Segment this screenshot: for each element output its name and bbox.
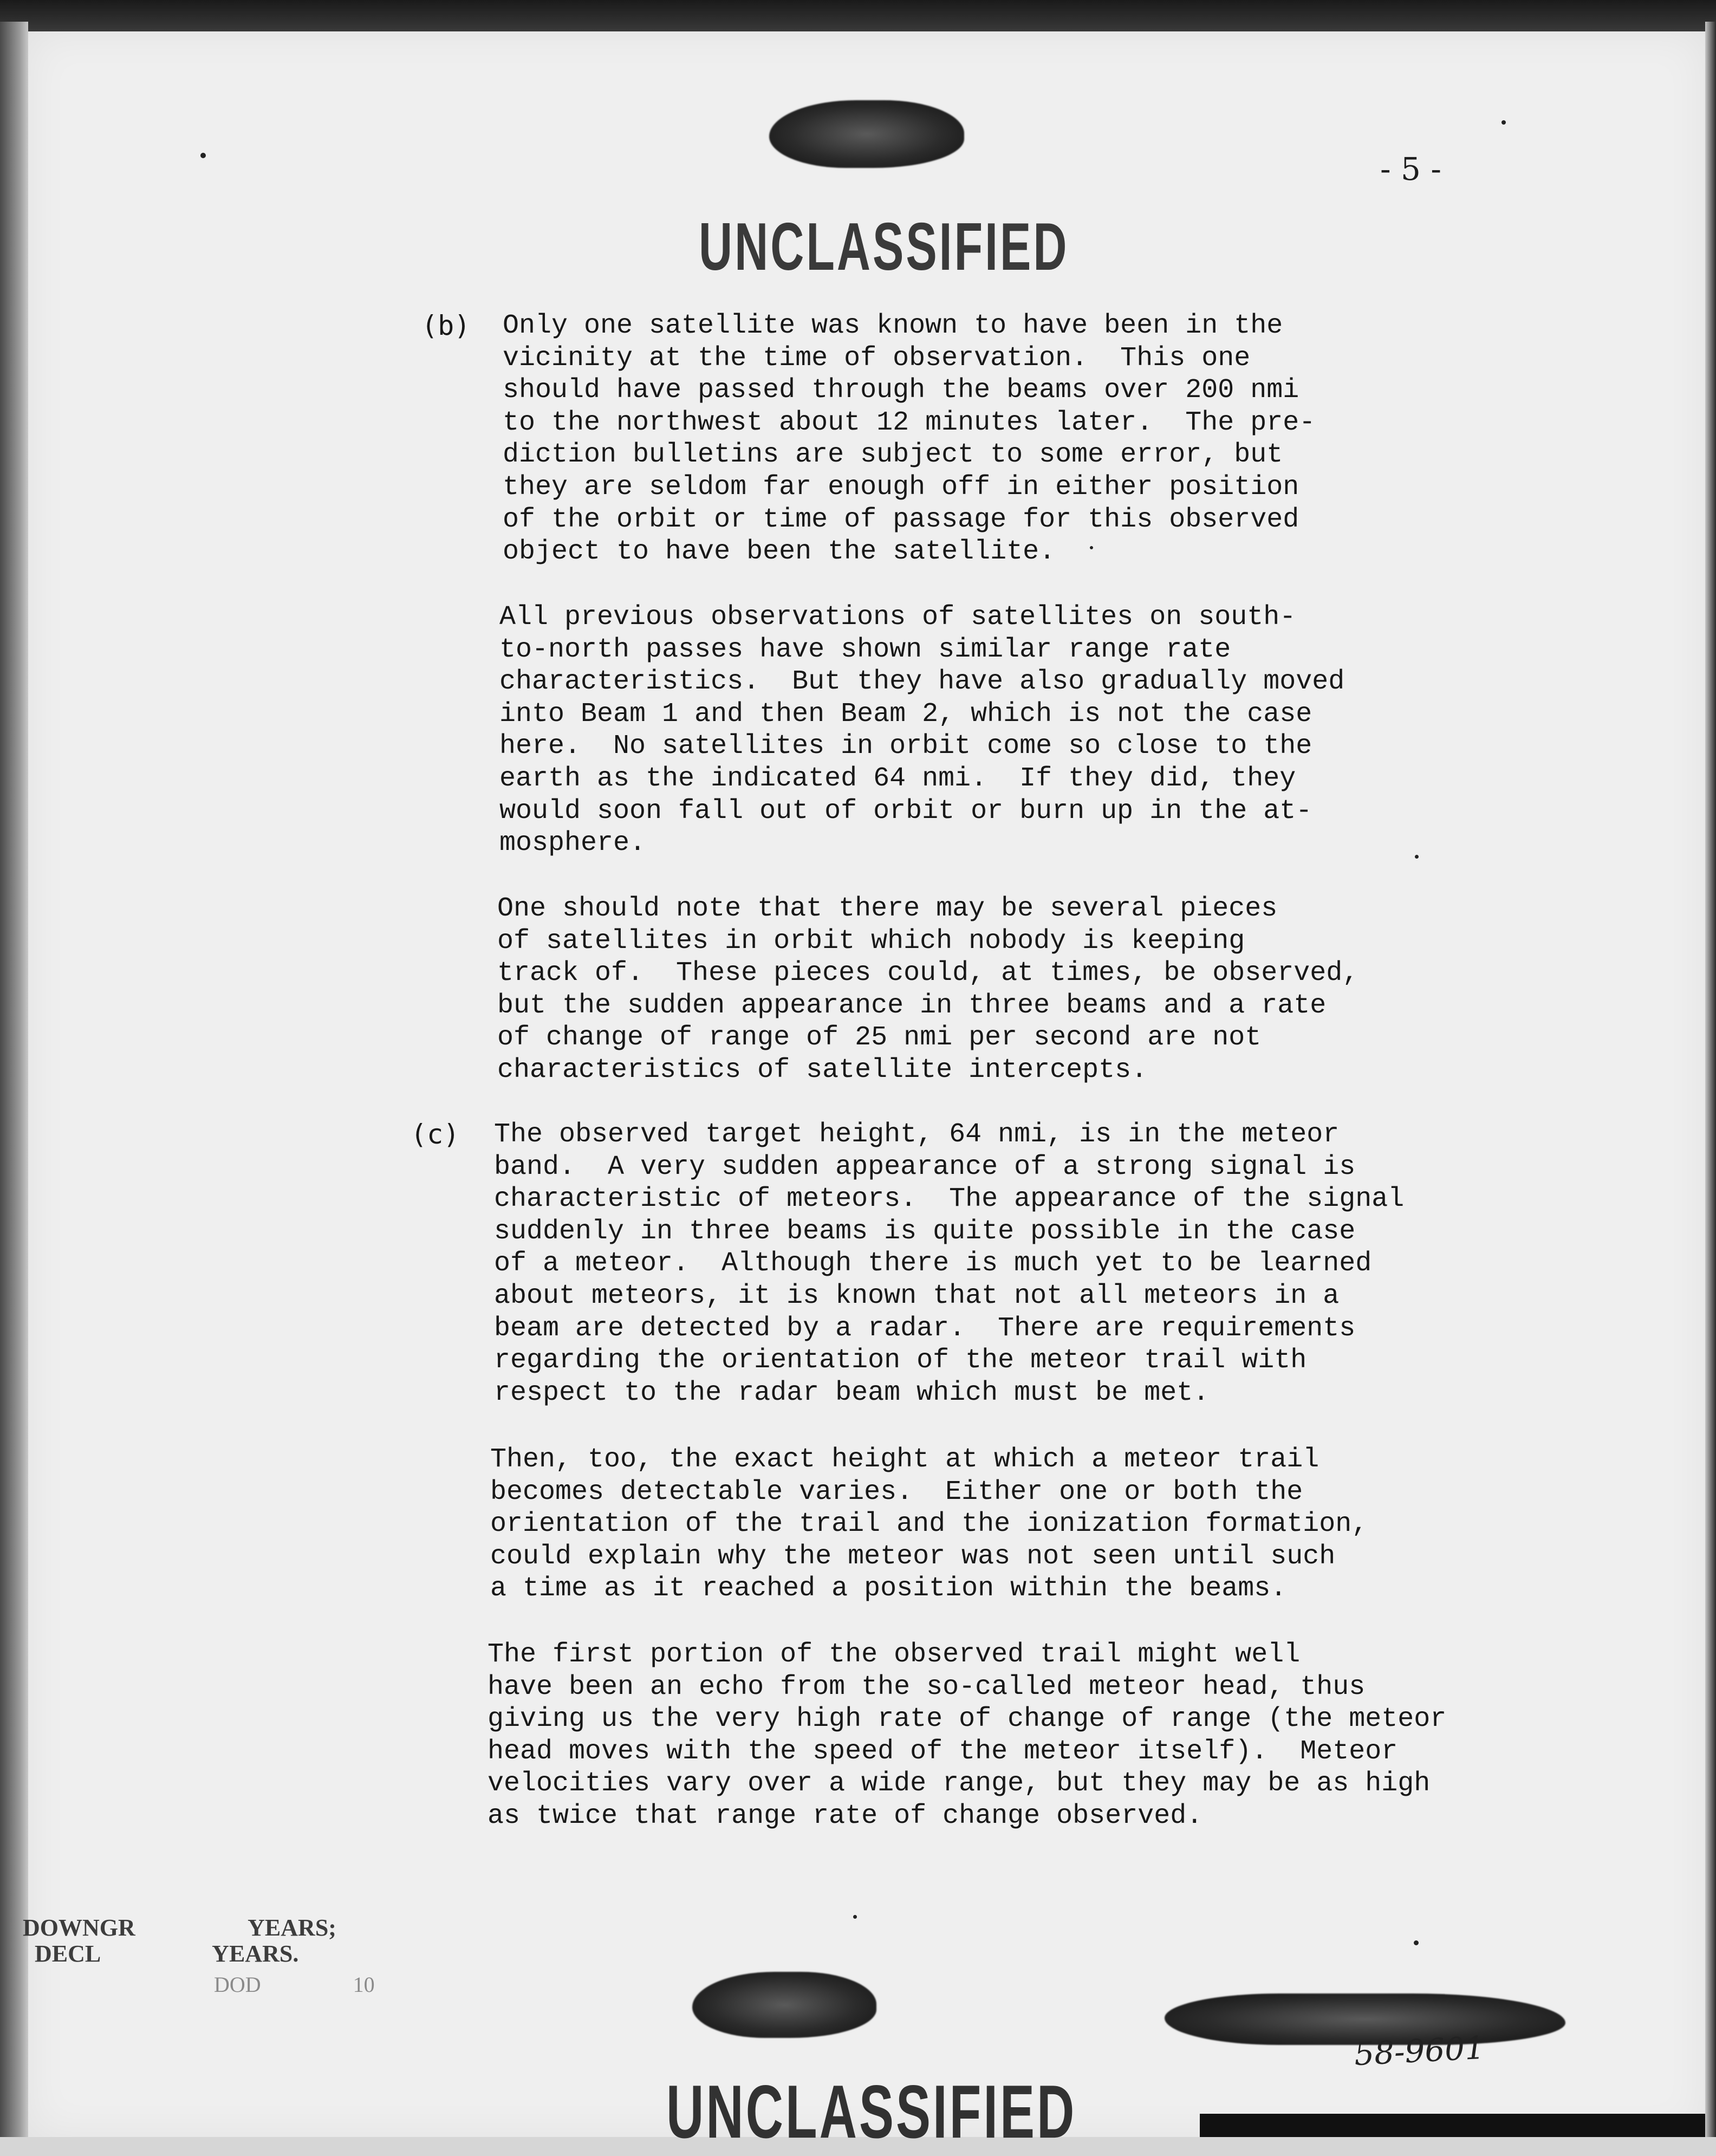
classification-stamp-bottom: UNCLASSIFIED — [666, 2070, 1077, 2154]
scan-left-border — [0, 22, 28, 2137]
paragraph-b-3: One should note that there may be several pieces of satellites in orbit which nobody is keeping track of. These pieces could, at times, be observed, but the sudden appearance in three beams and a rate of change of range of 25 nmi per second are not characteristics of satellite intercepts. — [497, 893, 1359, 1086]
paragraph-c-2: Then, too, the exact height at which a meteor trail becomes detectable varies. Either one or both the orientation of the trail and the ionization formation, could explain why the meteor was not seen until such a time as it reached a position within the beams. — [490, 1444, 1368, 1605]
page-number: - 5 - — [1380, 151, 1441, 187]
classification-stamp-top: UNCLASSIFIED — [699, 209, 1069, 285]
paragraph-c-1: The observed target height, 64 nmi, is in the meteor band. A very sudden appearance of a strong signal is characteristic of meteors. The appearance of the signal suddenly in three beams is quite possible in the case of a meteor. Although there is much yet to be learned about meteors, it is known that not all meteors in a beam are detected by a radar. There are requirements regarding the orientation of the meteor trail with respect to the radar beam which must be met. — [494, 1119, 1405, 1408]
scan-corner-bar — [1200, 2114, 1705, 2137]
scan-right-border — [1705, 22, 1716, 2137]
dust-speck — [1415, 855, 1419, 859]
downgrade-notice: DOWNGR YEARS; DECL YEARS. — [23, 1914, 336, 1967]
dust-speck — [853, 1915, 857, 1919]
redaction-blot-bottom-center — [692, 1972, 876, 2038]
paragraph-b-1: Only one satellite was known to have been in the vicinity at the time of observation. This one should have passed through the beams over 200 nmi to the northwest about 12 minutes later. The pre- diction bulletins are subject to some error, but they are seldom far enough off in either position of the orbit or time of passage for this observed object to have been the satellite. — [503, 310, 1316, 568]
downgrade-notice-faint: DOD 10 — [214, 1972, 375, 1997]
paragraph-b-2: All previous observations of satellites on south- to-north passes have shown similar range rate characteristics. But they have also gradually moved into Beam 1 and then Beam 2, which is not the case here. No satellites in orbit come so close to the earth as the indicated 64 nmi. If they did, they would soon fall out of orbit or burn up in the at- mosphere. — [499, 602, 1345, 859]
dust-speck — [200, 153, 206, 158]
paragraph-c-3: The first portion of the observed trail might well have been an echo from the so-called meteor head, thus giving us the very high rate of change of range (the meteor head moves with the speed of the meteor itself). Meteor velocities vary over a wide range, but they may be as high as twice that range rate of change observed. — [487, 1639, 1447, 1832]
section-marker-c: (c) — [411, 1119, 460, 1150]
dust-speck — [1090, 546, 1093, 549]
section-marker-b: (b) — [421, 310, 471, 341]
dust-speck — [1414, 1940, 1419, 1945]
dust-speck — [1502, 120, 1506, 125]
handwritten-document-number: 58-9601 — [1353, 2029, 1486, 2073]
scan-top-border — [0, 0, 1716, 33]
redaction-blot-top — [769, 100, 964, 168]
